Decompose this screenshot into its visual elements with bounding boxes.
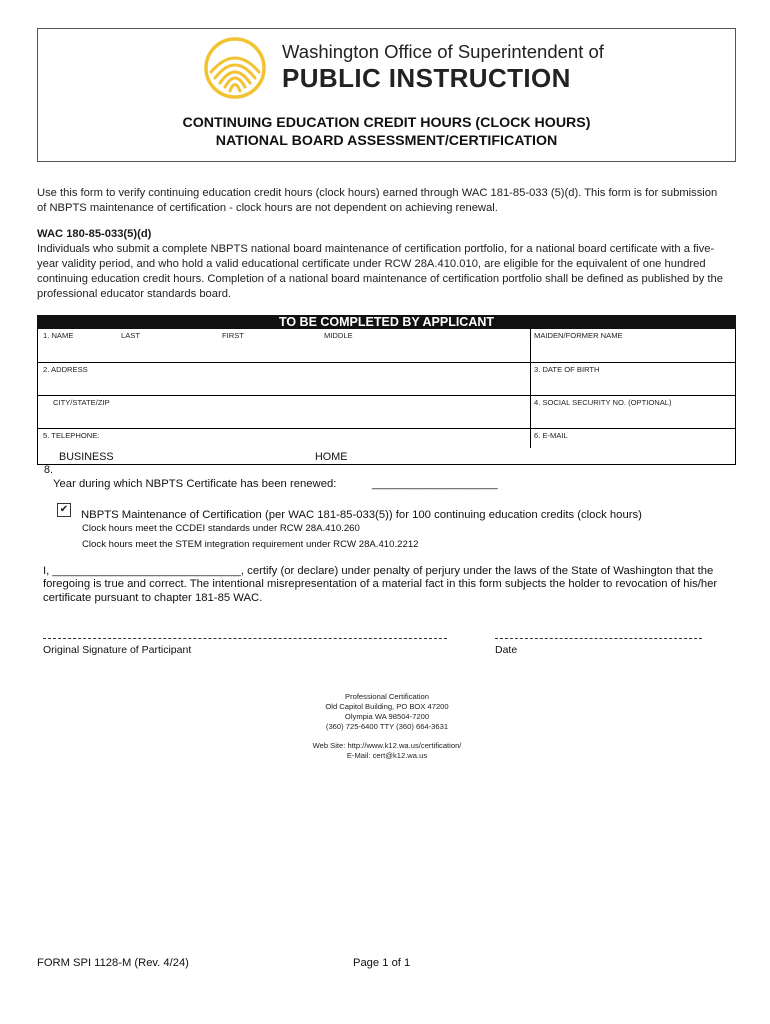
first-name-label: FIRST — [222, 331, 244, 340]
city-state-zip-label: CITY/STATE/ZIP — [53, 398, 110, 407]
form-title-line1: CONTINUING EDUCATION CREDIT HOURS (CLOCK HOURS) — [182, 115, 591, 131]
ssn-input-area[interactable] — [531, 407, 734, 427]
maintenance-checkbox[interactable]: ✔ — [57, 503, 71, 517]
agency-name-line2: PUBLIC INSTRUCTION — [282, 63, 571, 93]
year-renewed-blank[interactable]: ____________________ — [372, 478, 498, 490]
stem-text: Clock hours meet the STEM integration requirement under RCW 28A.410.2212 — [82, 539, 419, 550]
business-phone-input-area[interactable] — [120, 450, 300, 463]
footer-email: E-Mail: cert@k12.wa.us — [346, 751, 428, 760]
certify-line2: foregoing is true and correct. The intentional misrepresentation of a material fact in this form subjects the holder to revocation of his/her — [43, 578, 718, 590]
maintenance-text: NBPTS Maintenance of Certification (per WAC 181-85-033(5)) for 100 continuing education credits (clock hours) — [81, 509, 642, 521]
maiden-name-input-area[interactable] — [531, 341, 734, 361]
form-number: FORM SPI 1128-M (Rev. 4/24) — [37, 957, 189, 969]
intro-line2: of NBPTS maintenance of certification - clock hours are not dependent on achieving renewal. — [37, 202, 498, 214]
signature-line[interactable] — [43, 638, 447, 640]
agency-name-line1: Washington Office of Superintendent of — [282, 41, 604, 62]
wac-line4: professional educator standards board. — [37, 288, 232, 300]
address-label: 2. ADDRESS — [43, 365, 88, 374]
grid-line-1 — [37, 362, 736, 363]
address-input-area[interactable] — [38, 374, 529, 394]
grid-right-border — [735, 329, 736, 465]
wac-line1: Individuals who submit a complete NBPTS national board maintenance of certification portfolio, for a national board certificate with a five- — [37, 243, 715, 255]
intro-line1: Use this form to verify continuing education credit hours (clock hours) earned through WAC 181-85-033 (5)(d). This form is for submission — [37, 187, 718, 199]
date-of-birth-input-area[interactable] — [531, 374, 734, 394]
wac-line3: continuing education credit hours. Completion of a national board maintenance of certification portfolio shall be defined as published by the — [37, 273, 723, 285]
footer-building: Old Capitol Building, PO BOX 47200 — [325, 702, 449, 711]
footer-phone: (360) 725-6400 TTY (360) 664-3631 — [325, 722, 449, 731]
ccdei-text: Clock hours meet the CCDEI standards under RCW 28A.410.260 — [82, 523, 360, 534]
form-title-line2: NATIONAL BOARD ASSESSMENT/CERTIFICATION — [215, 133, 558, 149]
grid-line-2 — [37, 395, 736, 396]
certify-line3: certificate pursuant to chapter 181-85 WAC. — [43, 592, 263, 604]
ospi-sunrise-logo-icon — [203, 36, 267, 100]
ssn-label: 4. SOCIAL SECURITY NO. (OPTIONAL) — [534, 398, 672, 407]
date-of-birth-label: 3. DATE OF BIRTH — [534, 365, 600, 374]
item-8-label: 8. — [44, 464, 54, 476]
home-phone-input-area[interactable] — [355, 450, 525, 463]
business-phone-label: BUSINESS — [59, 451, 114, 463]
email-label: 6. E-MAIL — [534, 431, 568, 440]
date-label: Date — [495, 644, 518, 656]
section-title-bar: TO BE COMPLETED BY APPLICANT — [37, 315, 736, 329]
year-renewed-label: Year during which NBPTS Certificate has been renewed: — [53, 478, 337, 490]
footer-city: Olympia WA 98504-7200 — [344, 712, 430, 721]
email-input-area[interactable] — [531, 440, 734, 462]
name-label: 1. NAME — [43, 331, 74, 340]
last-name-label: LAST — [121, 331, 140, 340]
certify-line1: I, ______________________________, certify (or declare) under penalty of perjury under the laws of the State of Washington that the — [43, 565, 714, 577]
wac-heading: WAC 180-85-033(5)(d) — [37, 228, 152, 240]
signature-label: Original Signature of Participant — [43, 644, 192, 656]
home-phone-label: HOME — [315, 451, 348, 463]
date-line[interactable] — [495, 638, 702, 640]
footer-office: Professional Certification — [345, 692, 429, 701]
grid-line-3 — [37, 428, 736, 429]
page-number: Page 1 of 1 — [353, 957, 411, 969]
middle-name-label: MIDDLE — [324, 331, 353, 340]
wac-line2: year validity period, and who hold a valid educational certificate under RCW 28A.410.010, are eligible for the equivalent of one hundred — [37, 258, 706, 270]
grid-line-4 — [37, 464, 736, 465]
name-input-area[interactable] — [38, 341, 529, 361]
footer-website: Web Site: http://www.k12.wa.us/certification/ — [312, 741, 462, 750]
maiden-name-label: MAIDEN/FORMER NAME — [534, 331, 623, 340]
city-state-zip-input-area[interactable] — [38, 407, 529, 427]
telephone-label: 5. TELEPHONE: — [43, 431, 100, 440]
